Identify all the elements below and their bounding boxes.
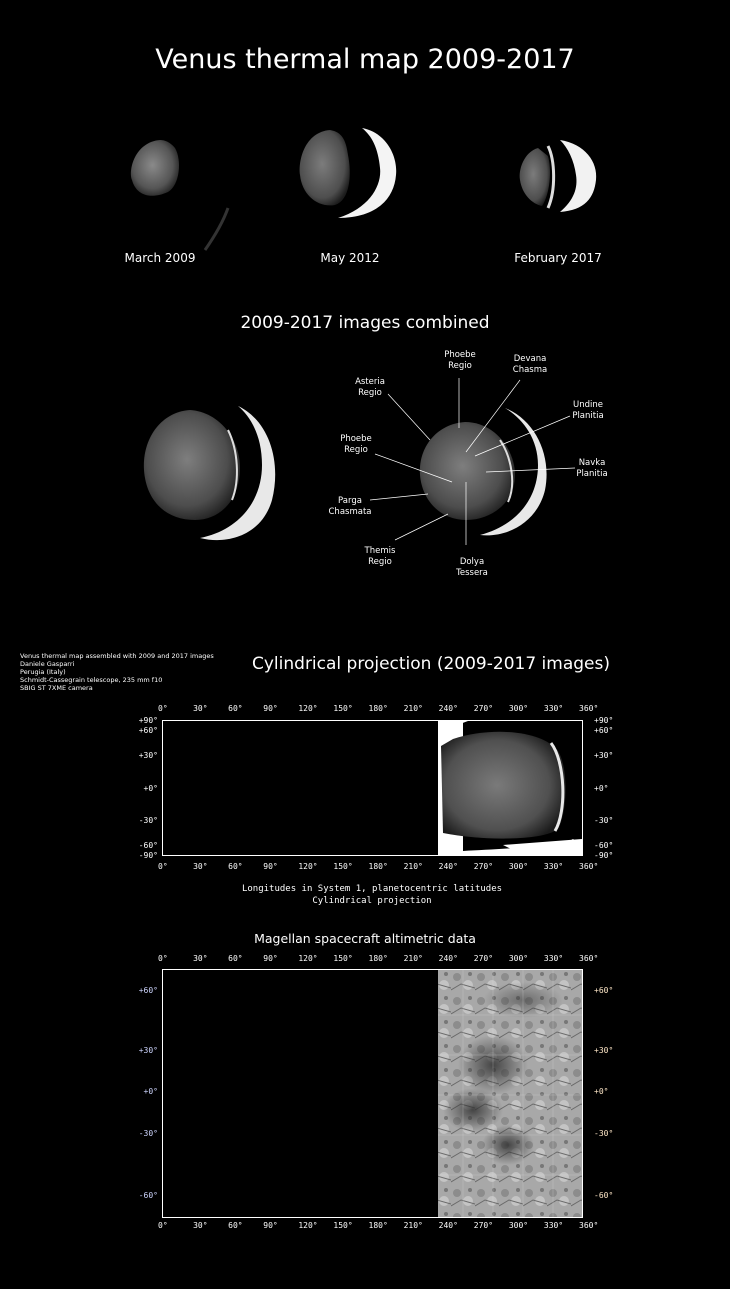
mag-lon-top-10: 300° bbox=[508, 954, 529, 963]
cyl-lat-right-3: +0° bbox=[594, 784, 609, 793]
combined-title: 2009-2017 images combined bbox=[240, 313, 490, 333]
cyl-lon-top-2: 60° bbox=[228, 704, 243, 713]
cyl-lon-top-5: 150° bbox=[333, 704, 353, 713]
cyl-lon-bottom-6: 180° bbox=[368, 862, 388, 871]
mag-lon-bottom-8: 240° bbox=[438, 1221, 458, 1230]
mag-lon-top-0: 0° bbox=[158, 954, 168, 963]
mag-lat-right-1: +30° bbox=[594, 1046, 614, 1055]
caption-february-2017: February 2017 bbox=[514, 251, 602, 265]
caption-march-2009: March 2009 bbox=[124, 251, 196, 265]
mag-lon-bottom-1: 30° bbox=[193, 1221, 208, 1230]
image-credits: Venus thermal map assembled with 2009 and 2017 images Daniele Gasparri Perugia (Italy) Schmidt-Cassegrain telescope, 235 mm f10 SBIG ST 7XME camera bbox=[20, 652, 214, 692]
cyl-lon-bottom-12: 360° bbox=[579, 862, 599, 871]
mag-lon-top-12: 360° bbox=[579, 954, 599, 963]
mag-lon-bottom-2: 60° bbox=[228, 1221, 243, 1230]
mag-lon-bottom-0: 0° bbox=[158, 1221, 168, 1230]
cyl-latitude-ticks-left bbox=[120, 714, 160, 864]
venus-may-2012-image bbox=[300, 128, 397, 218]
mag-lon-bottom-4: 120° bbox=[298, 1221, 318, 1230]
mag-lon-bottom-9: 270° bbox=[473, 1221, 494, 1230]
mag-lon-top-8: 240° bbox=[438, 954, 458, 963]
mag-lat-right-2: +0° bbox=[594, 1087, 609, 1096]
cyl-lon-top-3: 90° bbox=[263, 704, 278, 713]
magellan-map-frame bbox=[162, 969, 583, 1218]
feature-phoebe-regio-left: Phoebe Regio bbox=[340, 434, 372, 455]
magellan-title: Magellan spacecraft altimetric data bbox=[254, 931, 476, 946]
cyl-lat-left-4: -30° bbox=[138, 816, 158, 825]
cyl-lon-top-4: 120° bbox=[298, 704, 318, 713]
feature-phoebe-regio-top: Phoebe Regio bbox=[444, 350, 476, 371]
cyl-lat-right-1: +60° bbox=[594, 726, 614, 735]
mag-latitude-ticks-left bbox=[120, 969, 160, 1219]
cyl-lon-top-9: 270° bbox=[473, 704, 494, 713]
cyl-lat-right-6: -90° bbox=[594, 851, 614, 860]
cyl-lon-bottom-8: 240° bbox=[438, 862, 458, 871]
cyl-lon-top-0: 0° bbox=[158, 704, 168, 713]
mag-lon-bottom-12: 360° bbox=[579, 1221, 599, 1230]
cyl-lat-left-5: -60° bbox=[138, 841, 158, 850]
cyl-lat-left-0: +90° bbox=[138, 716, 158, 725]
mag-lat-right-0: +60° bbox=[594, 986, 614, 995]
page-title: Venus thermal map 2009-2017 bbox=[155, 44, 575, 75]
cyl-lat-left-2: +30° bbox=[138, 751, 158, 760]
combined-venus-left bbox=[144, 406, 275, 540]
mag-lon-bottom-11: 330° bbox=[543, 1221, 564, 1230]
feature-undine-planitia: Undine Planitia bbox=[572, 400, 604, 421]
cylindrical-title: Cylindrical projection (2009-2017 images) bbox=[252, 654, 610, 674]
axis-caption: Longitudes in System 1, planetocentric latitudes Cylindrical projection bbox=[241, 884, 503, 906]
feature-devana-chasma: Devana Chasma bbox=[512, 354, 548, 375]
mag-lon-top-4: 120° bbox=[298, 954, 318, 963]
feature-parga-chasmata: Parga Chasmata bbox=[328, 496, 372, 517]
mag-lon-bottom-3: 90° bbox=[263, 1221, 278, 1230]
cyl-latitude-ticks-right bbox=[590, 714, 630, 864]
mag-lon-top-2: 60° bbox=[228, 954, 243, 963]
mag-longitude-ticks-bottom bbox=[0, 1221, 730, 1233]
cyl-lon-bottom-2: 60° bbox=[228, 862, 243, 871]
cyl-lat-left-6: -90° bbox=[138, 851, 158, 860]
cyl-longitude-ticks-bottom bbox=[0, 862, 730, 874]
cyl-lon-bottom-7: 210° bbox=[403, 862, 423, 871]
mag-longitude-ticks-top bbox=[0, 954, 730, 966]
cylindrical-map-image bbox=[163, 721, 582, 855]
combined-venus-right bbox=[370, 378, 575, 545]
mag-lon-top-11: 330° bbox=[543, 954, 564, 963]
mag-lon-top-5: 150° bbox=[333, 954, 353, 963]
feature-themis-regio: Themis Regio bbox=[364, 546, 396, 567]
cyl-lon-top-8: 240° bbox=[438, 704, 458, 713]
mag-lon-top-9: 270° bbox=[473, 954, 494, 963]
cyl-lon-bottom-5: 150° bbox=[333, 862, 353, 871]
cyl-lon-bottom-11: 330° bbox=[543, 862, 564, 871]
mag-lon-bottom-7: 210° bbox=[403, 1221, 423, 1230]
mag-lon-bottom-10: 300° bbox=[508, 1221, 529, 1230]
feature-dolya-tessera: Dolya Tessera bbox=[456, 557, 488, 578]
cyl-lat-right-0: +90° bbox=[594, 716, 614, 725]
cyl-lon-bottom-9: 270° bbox=[473, 862, 494, 871]
mag-lat-left-0: +60° bbox=[138, 986, 158, 995]
cyl-lon-top-1: 30° bbox=[193, 704, 208, 713]
mag-lat-left-2: +0° bbox=[143, 1087, 158, 1096]
feature-asteria-regio: Asteria Regio bbox=[355, 377, 385, 398]
feature-navka-planitia: Navka Planitia bbox=[576, 458, 608, 479]
mag-lon-bottom-6: 180° bbox=[368, 1221, 388, 1230]
mag-lat-left-3: -30° bbox=[138, 1129, 158, 1138]
mag-lat-right-4: -60° bbox=[594, 1191, 614, 1200]
caption-may-2012: May 2012 bbox=[320, 251, 380, 265]
cyl-lat-right-5: -60° bbox=[594, 841, 614, 850]
mag-lon-top-3: 90° bbox=[263, 954, 278, 963]
mag-latitude-ticks-right bbox=[590, 969, 630, 1219]
venus-march-2009-image bbox=[131, 140, 228, 250]
cyl-lon-bottom-3: 90° bbox=[263, 862, 278, 871]
cyl-lon-bottom-1: 30° bbox=[193, 862, 208, 871]
cyl-lat-right-2: +30° bbox=[594, 751, 614, 760]
venus-images-row bbox=[0, 100, 730, 260]
cyl-lon-bottom-0: 0° bbox=[158, 862, 168, 871]
cyl-lon-top-11: 330° bbox=[543, 704, 564, 713]
cyl-lon-top-6: 180° bbox=[368, 704, 388, 713]
mag-lon-top-7: 210° bbox=[403, 954, 423, 963]
mag-lat-left-1: +30° bbox=[138, 1046, 158, 1055]
mag-lon-top-1: 30° bbox=[193, 954, 208, 963]
cyl-lon-bottom-4: 120° bbox=[298, 862, 318, 871]
venus-february-2017-image bbox=[520, 140, 597, 212]
cyl-lat-left-1: +60° bbox=[138, 726, 158, 735]
mag-lon-bottom-5: 150° bbox=[333, 1221, 353, 1230]
cyl-lon-top-10: 300° bbox=[508, 704, 529, 713]
magellan-map-image bbox=[163, 970, 582, 1217]
mag-lon-top-6: 180° bbox=[368, 954, 388, 963]
cylindrical-map-frame bbox=[162, 720, 583, 856]
mag-lat-right-3: -30° bbox=[594, 1129, 614, 1138]
cyl-lon-top-7: 210° bbox=[403, 704, 423, 713]
cyl-lon-bottom-10: 300° bbox=[508, 862, 529, 871]
cyl-lat-right-4: -30° bbox=[594, 816, 614, 825]
mag-lat-left-4: -60° bbox=[138, 1191, 158, 1200]
cyl-lon-top-12: 360° bbox=[579, 704, 599, 713]
cyl-lat-left-3: +0° bbox=[143, 784, 158, 793]
